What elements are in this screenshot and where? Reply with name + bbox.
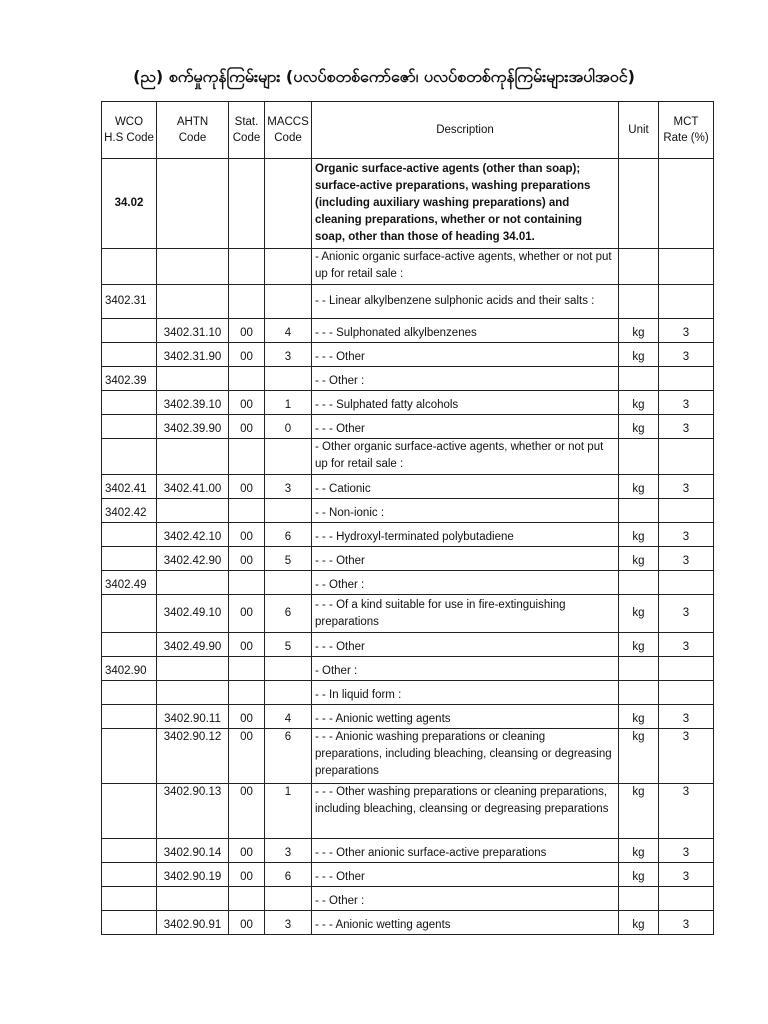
wco-hs-code-cell: [102, 319, 157, 343]
header-mct-rate: MCT Rate (%): [659, 102, 714, 159]
description-cell: - - - Of a kind suitable for use in fire-extinguishing preparations: [312, 595, 619, 633]
ahtn-code-cell: [157, 571, 229, 595]
description-cell: - Other :: [312, 657, 619, 681]
mct-rate-cell: 3: [659, 475, 714, 499]
description-cell: - - Non-ionic :: [312, 499, 619, 523]
maccs-code-cell: [265, 439, 312, 475]
mct-rate-cell: [659, 439, 714, 475]
description-cell: - - Other :: [312, 571, 619, 595]
stat-code-cell: [229, 887, 265, 911]
stat-code-cell: 00: [229, 343, 265, 367]
wco-hs-code-cell: [102, 633, 157, 657]
description-cell: - - Cationic: [312, 475, 619, 499]
header-description: Description: [312, 102, 619, 159]
unit-cell: kg: [619, 391, 659, 415]
table-row: [102, 547, 714, 571]
wco-hs-code-cell: 3402.41: [102, 475, 157, 499]
table-row: [102, 729, 714, 784]
ahtn-code-cell: [157, 657, 229, 681]
mct-rate-cell: 3: [659, 839, 714, 863]
wco-hs-code-cell: [102, 784, 157, 839]
maccs-code-cell: 3: [265, 911, 312, 935]
maccs-code-cell: [265, 285, 312, 319]
wco-hs-code-cell: [102, 439, 157, 475]
ahtn-code-cell: [157, 367, 229, 391]
ahtn-code-cell: [157, 439, 229, 475]
unit-cell: kg: [619, 911, 659, 935]
description-cell: - - - Other: [312, 343, 619, 367]
stat-code-cell: [229, 439, 265, 475]
wco-hs-code-cell: 3402.39: [102, 367, 157, 391]
tariff-table: [101, 101, 714, 935]
mct-rate-cell: [659, 367, 714, 391]
table-row: [102, 784, 714, 839]
maccs-code-cell: 5: [265, 633, 312, 657]
table-row: [102, 285, 714, 319]
header-unit: Unit: [619, 102, 659, 159]
ahtn-code-cell: [157, 249, 229, 285]
table-row: [102, 633, 714, 657]
header-wco-hs-code: WCO H.S Code: [102, 102, 157, 159]
description-cell: - - - Other anionic surface-active preparations: [312, 839, 619, 863]
maccs-code-cell: 1: [265, 784, 312, 839]
table-row: [102, 159, 714, 249]
unit-cell: kg: [619, 784, 659, 839]
stat-code-cell: 00: [229, 729, 265, 784]
mct-rate-cell: 3: [659, 633, 714, 657]
unit-cell: kg: [619, 415, 659, 439]
ahtn-code-cell: [157, 285, 229, 319]
maccs-code-cell: [265, 367, 312, 391]
description-cell: - - - Other: [312, 633, 619, 657]
mct-rate-cell: 3: [659, 415, 714, 439]
description-cell: - - - Other: [312, 863, 619, 887]
mct-rate-cell: 3: [659, 595, 714, 633]
maccs-code-cell: [265, 657, 312, 681]
table-row: [102, 499, 714, 523]
mct-rate-cell: 3: [659, 784, 714, 839]
stat-code-cell: 00: [229, 911, 265, 935]
mct-rate-cell: [659, 499, 714, 523]
unit-cell: kg: [619, 633, 659, 657]
table-row: [102, 343, 714, 367]
ahtn-code-cell: 3402.90.12: [157, 729, 229, 784]
ahtn-code-cell: 3402.42.10: [157, 523, 229, 547]
description-cell: - - - Anionic wetting agents: [312, 911, 619, 935]
maccs-code-cell: [265, 681, 312, 705]
ahtn-code-cell: 3402.41.00: [157, 475, 229, 499]
description-cell: - - In liquid form :: [312, 681, 619, 705]
unit-cell: [619, 657, 659, 681]
ahtn-code-cell: 3402.42.90: [157, 547, 229, 571]
maccs-code-cell: 6: [265, 523, 312, 547]
description-cell: - - Other :: [312, 367, 619, 391]
ahtn-code-cell: 3402.39.10: [157, 391, 229, 415]
stat-code-cell: 00: [229, 475, 265, 499]
ahtn-code-cell: 3402.31.90: [157, 343, 229, 367]
table-row: [102, 391, 714, 415]
unit-cell: kg: [619, 863, 659, 887]
table-row: [102, 705, 714, 729]
ahtn-code-cell: 3402.90.13: [157, 784, 229, 839]
unit-cell: [619, 285, 659, 319]
ahtn-code-cell: 3402.31.10: [157, 319, 229, 343]
ahtn-code-cell: [157, 499, 229, 523]
maccs-code-cell: 6: [265, 595, 312, 633]
table-row: [102, 839, 714, 863]
ahtn-code-cell: [157, 681, 229, 705]
maccs-code-cell: 1: [265, 391, 312, 415]
unit-cell: [619, 249, 659, 285]
maccs-code-cell: 3: [265, 839, 312, 863]
wco-hs-code-cell: [102, 595, 157, 633]
ahtn-code-cell: 3402.49.90: [157, 633, 229, 657]
wco-hs-code-cell: [102, 249, 157, 285]
header-ahtn-code: AHTN Code: [157, 102, 229, 159]
stat-code-cell: 00: [229, 633, 265, 657]
table-row: [102, 657, 714, 681]
mct-rate-cell: 3: [659, 863, 714, 887]
table-row: [102, 439, 714, 475]
table-row: [102, 863, 714, 887]
wco-hs-code-cell: 3402.31: [102, 285, 157, 319]
mct-rate-cell: 3: [659, 705, 714, 729]
stat-code-cell: 00: [229, 415, 265, 439]
unit-cell: kg: [619, 475, 659, 499]
unit-cell: [619, 159, 659, 249]
description-cell: - Other organic surface-active agents, whether or not put up for retail sale :: [312, 439, 619, 475]
maccs-code-cell: 3: [265, 343, 312, 367]
stat-code-cell: [229, 571, 265, 595]
maccs-code-cell: [265, 571, 312, 595]
maccs-code-cell: 3: [265, 475, 312, 499]
table-row: [102, 887, 714, 911]
wco-hs-code-cell: [102, 415, 157, 439]
wco-hs-code-cell: [102, 681, 157, 705]
table-header-row: [102, 102, 714, 159]
description-cell: - - Linear alkylbenzene sulphonic acids and their salts :: [312, 285, 619, 319]
table-row: [102, 911, 714, 935]
stat-code-cell: [229, 159, 265, 249]
table-row: [102, 367, 714, 391]
mct-rate-cell: [659, 249, 714, 285]
table-row: [102, 475, 714, 499]
description-cell: - - - Anionic wetting agents: [312, 705, 619, 729]
ahtn-code-cell: 3402.90.11: [157, 705, 229, 729]
maccs-code-cell: 4: [265, 705, 312, 729]
wco-hs-code-cell: [102, 887, 157, 911]
maccs-code-cell: 4: [265, 319, 312, 343]
wco-hs-code-cell: [102, 523, 157, 547]
stat-code-cell: 00: [229, 391, 265, 415]
unit-cell: [619, 499, 659, 523]
mct-rate-cell: [659, 571, 714, 595]
maccs-code-cell: [265, 249, 312, 285]
wco-hs-code-cell: [102, 839, 157, 863]
maccs-code-cell: 0: [265, 415, 312, 439]
mct-rate-cell: 3: [659, 729, 714, 784]
maccs-code-cell: [265, 887, 312, 911]
stat-code-cell: [229, 499, 265, 523]
maccs-code-cell: 6: [265, 863, 312, 887]
description-cell: - Anionic organic surface-active agents, whether or not put up for retail sale :: [312, 249, 619, 285]
description-cell: - - - Sulphated fatty alcohols: [312, 391, 619, 415]
maccs-code-cell: 5: [265, 547, 312, 571]
stat-code-cell: 00: [229, 863, 265, 887]
mct-rate-cell: [659, 285, 714, 319]
wco-hs-code-cell: 3402.49: [102, 571, 157, 595]
description-cell: - - - Anionic washing preparations or cleaning preparations, including bleaching, cleansing or degreasing preparations: [312, 729, 619, 784]
header-maccs-code: MACCS Code: [265, 102, 312, 159]
stat-code-cell: 00: [229, 784, 265, 839]
description-cell: - - - Other: [312, 547, 619, 571]
unit-cell: kg: [619, 343, 659, 367]
ahtn-code-cell: [157, 159, 229, 249]
page-title: (ည) စက်မှုကုန်ကြမ်းများ (ပလပ်စတစ်ကော်ဇော်၊ ပလပ်စတစ်ကုန်ကြမ်းများအပါအဝင်): [133, 67, 635, 86]
maccs-code-cell: [265, 159, 312, 249]
stat-code-cell: 00: [229, 705, 265, 729]
table-row: [102, 681, 714, 705]
mct-rate-cell: 3: [659, 319, 714, 343]
header-stat-code: Stat. Code: [229, 102, 265, 159]
stat-code-cell: 00: [229, 523, 265, 547]
stat-code-cell: 00: [229, 595, 265, 633]
mct-rate-cell: 3: [659, 547, 714, 571]
stat-code-cell: [229, 657, 265, 681]
table-row: [102, 523, 714, 547]
mct-rate-cell: [659, 681, 714, 705]
stat-code-cell: [229, 681, 265, 705]
description-cell: - - Other :: [312, 887, 619, 911]
maccs-code-cell: [265, 499, 312, 523]
wco-hs-code-cell: 34.02: [102, 159, 157, 249]
wco-hs-code-cell: 3402.42: [102, 499, 157, 523]
wco-hs-code-cell: 3402.90: [102, 657, 157, 681]
wco-hs-code-cell: [102, 729, 157, 784]
mct-rate-cell: [659, 159, 714, 249]
unit-cell: [619, 571, 659, 595]
wco-hs-code-cell: [102, 343, 157, 367]
wco-hs-code-cell: [102, 391, 157, 415]
wco-hs-code-cell: [102, 547, 157, 571]
unit-cell: kg: [619, 319, 659, 343]
table-row: [102, 571, 714, 595]
description-cell: - - - Other: [312, 415, 619, 439]
ahtn-code-cell: 3402.49.10: [157, 595, 229, 633]
wco-hs-code-cell: [102, 705, 157, 729]
unit-cell: kg: [619, 523, 659, 547]
maccs-code-cell: 6: [265, 729, 312, 784]
stat-code-cell: 00: [229, 319, 265, 343]
stat-code-cell: 00: [229, 839, 265, 863]
ahtn-code-cell: [157, 887, 229, 911]
ahtn-code-cell: 3402.90.14: [157, 839, 229, 863]
unit-cell: kg: [619, 547, 659, 571]
unit-cell: [619, 367, 659, 391]
unit-cell: kg: [619, 705, 659, 729]
mct-rate-cell: 3: [659, 523, 714, 547]
wco-hs-code-cell: [102, 911, 157, 935]
unit-cell: [619, 681, 659, 705]
table-row: [102, 249, 714, 285]
description-cell: Organic surface-active agents (other than soap); surface-active preparations, washing preparations (including auxiliary washing preparations) and cleaning preparations, whether or not containing soap, other than those of heading 34.01.: [312, 159, 619, 249]
table-body: [102, 159, 714, 935]
stat-code-cell: [229, 249, 265, 285]
ahtn-code-cell: 3402.39.90: [157, 415, 229, 439]
unit-cell: kg: [619, 729, 659, 784]
unit-cell: [619, 439, 659, 475]
stat-code-cell: [229, 285, 265, 319]
table-row: [102, 595, 714, 633]
description-cell: - - - Sulphonated alkylbenzenes: [312, 319, 619, 343]
mct-rate-cell: [659, 887, 714, 911]
stat-code-cell: 00: [229, 547, 265, 571]
table-row: [102, 415, 714, 439]
unit-cell: kg: [619, 839, 659, 863]
ahtn-code-cell: 3402.90.19: [157, 863, 229, 887]
mct-rate-cell: 3: [659, 343, 714, 367]
mct-rate-cell: [659, 657, 714, 681]
description-cell: - - - Hydroxyl-terminated polybutadiene: [312, 523, 619, 547]
table-row: [102, 319, 714, 343]
unit-cell: kg: [619, 595, 659, 633]
unit-cell: [619, 887, 659, 911]
ahtn-code-cell: 3402.90.91: [157, 911, 229, 935]
mct-rate-cell: 3: [659, 911, 714, 935]
stat-code-cell: [229, 367, 265, 391]
mct-rate-cell: 3: [659, 391, 714, 415]
wco-hs-code-cell: [102, 863, 157, 887]
description-cell: - - - Other washing preparations or cleaning preparations, including bleaching, cleansing or degreasing preparations: [312, 784, 619, 839]
